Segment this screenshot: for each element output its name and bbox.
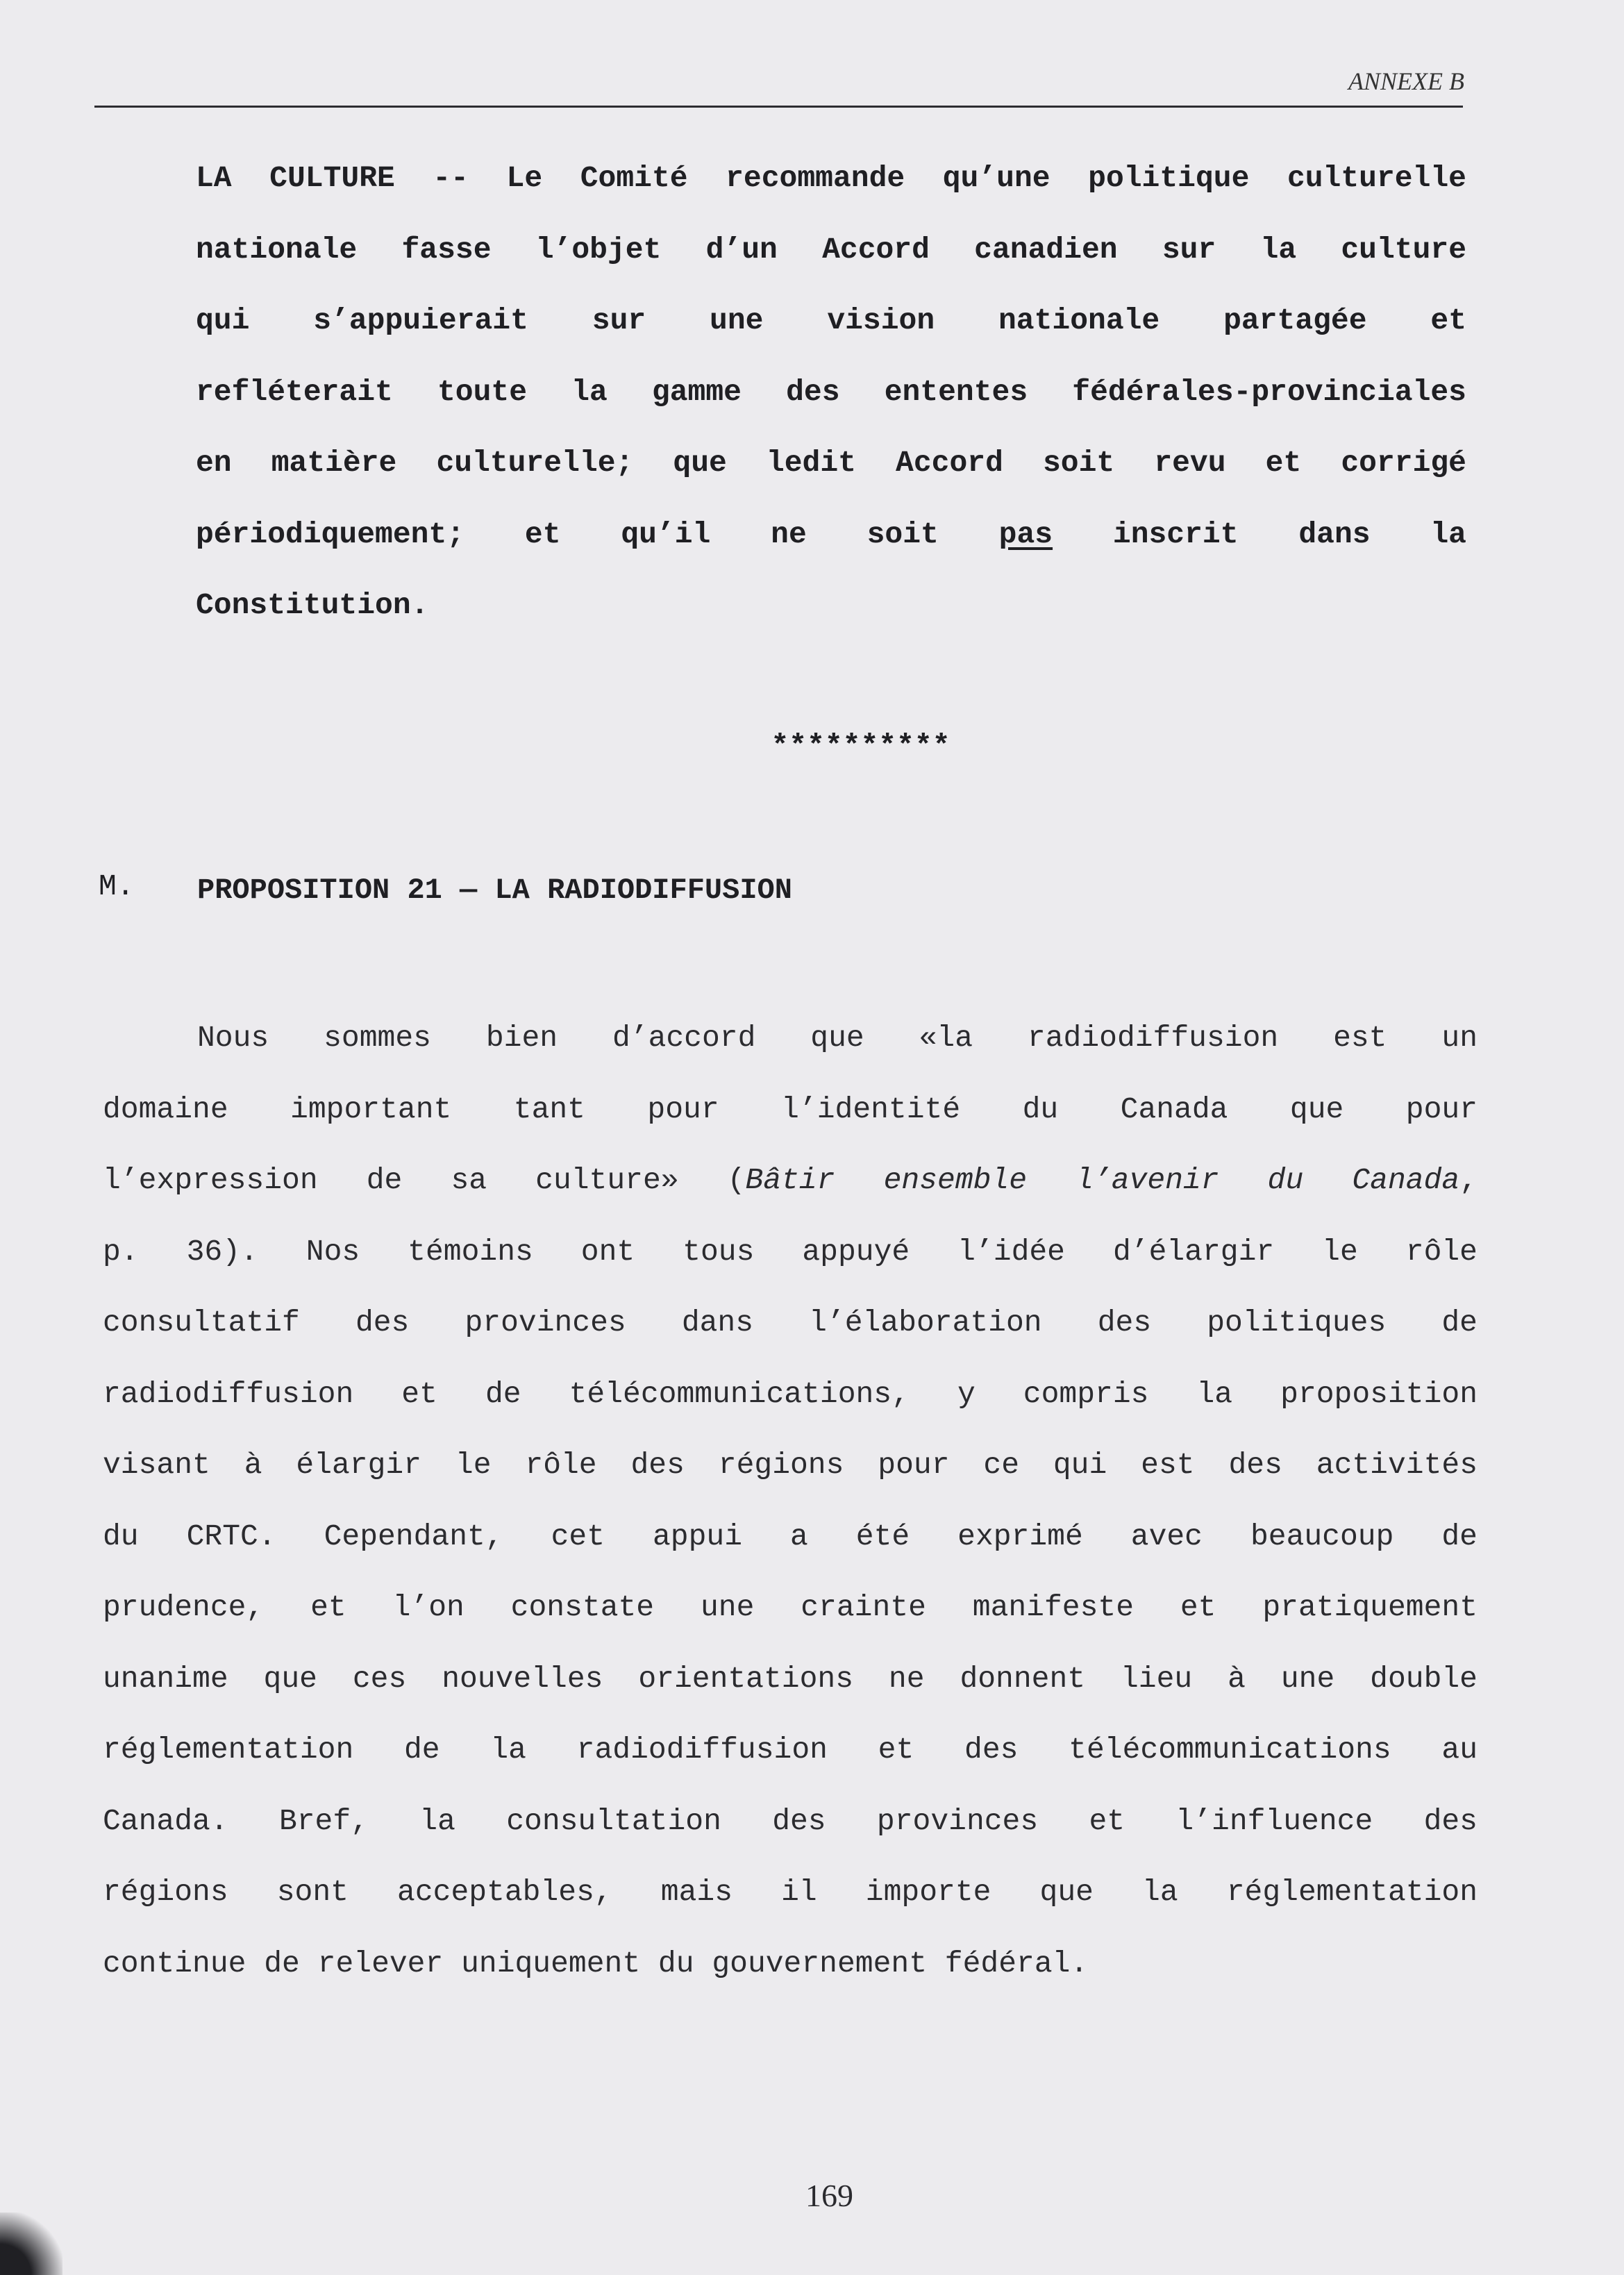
culture-recommendation [196,143,1466,642]
section-letter: M. [99,869,135,903]
culture-line-text: périodiquement; et qu’il ne soit [196,517,999,551]
emphasis-underlined: pas [998,517,1053,551]
culture-line: nationale fasse l’objet d’un Accord canadien sur la culture [196,232,1466,267]
body-line: continue de relever uniquement du gouvernement fédéral. [103,1946,1089,1981]
body-line: unanime que ces nouvelles orientations ne donnent lieu à une double [103,1661,1477,1696]
section-heading: PROPOSITION 21 — LA RADIODIFFUSION [197,874,792,907]
body-line: domaine important tant pour l’identité du Canada que pour [103,1092,1477,1126]
culture-line: qui s’appuierait sur une vision nationale partagée et [196,303,1466,338]
body-line: régions sont acceptables, mais il importe que la réglementation [103,1875,1477,1909]
body-line: réglementation de la radiodiffusion et des télécommunications au [103,1733,1477,1767]
body-line: p. 36). Nos témoins ont tous appuyé l’idée d’élargir le rôle [103,1234,1477,1269]
body-line: consultatif des provinces dans l’élaboration des politiques de [103,1306,1477,1340]
running-header: ANNEXE B [1348,67,1464,95]
body-line: Canada. Bref, la consultation des provinces et l’influence des [103,1803,1477,1838]
cited-title: Bâtir ensemble l’avenir du Canada [745,1163,1460,1197]
culture-line [196,499,1466,571]
culture-line-text: inscrit dans la [1053,517,1466,551]
header-rule [94,106,1463,108]
body-line-text: , [1459,1163,1477,1197]
body-line-text: l’expression de sa culture» ( [103,1163,746,1197]
culture-line: en matière culturelle; que ledit Accord soit revu et corrigé [196,446,1466,480]
body-line [103,1145,1477,1217]
body-paragraph [103,1003,1477,1999]
section-separator: ********** [771,729,951,763]
body-line: prudence, et l’on constate une crainte manifeste et pratiquement [103,1590,1477,1624]
body-line: radiodiffusion et de télécommunications, y compris la proposition [103,1376,1477,1411]
scan-edge-shadow [0,2212,62,2275]
body-line: visant à élargir le rôle des régions pour ce qui est des activités [103,1448,1477,1482]
culture-line: Constitution. [196,588,429,622]
culture-line: refléterait toute la gamme des ententes fédérales-provinciales [196,374,1466,409]
body-line: du CRTC. Cependant, cet appui a été exprimé avec beaucoup de [103,1519,1477,1553]
culture-line: LA CULTURE -- Le Comité recommande qu’une politique culturelle [196,161,1466,195]
page-number: 169 [805,2178,853,2213]
body-line: Nous sommes bien d’accord que «la radiodiffusion est un [197,1021,1477,1055]
